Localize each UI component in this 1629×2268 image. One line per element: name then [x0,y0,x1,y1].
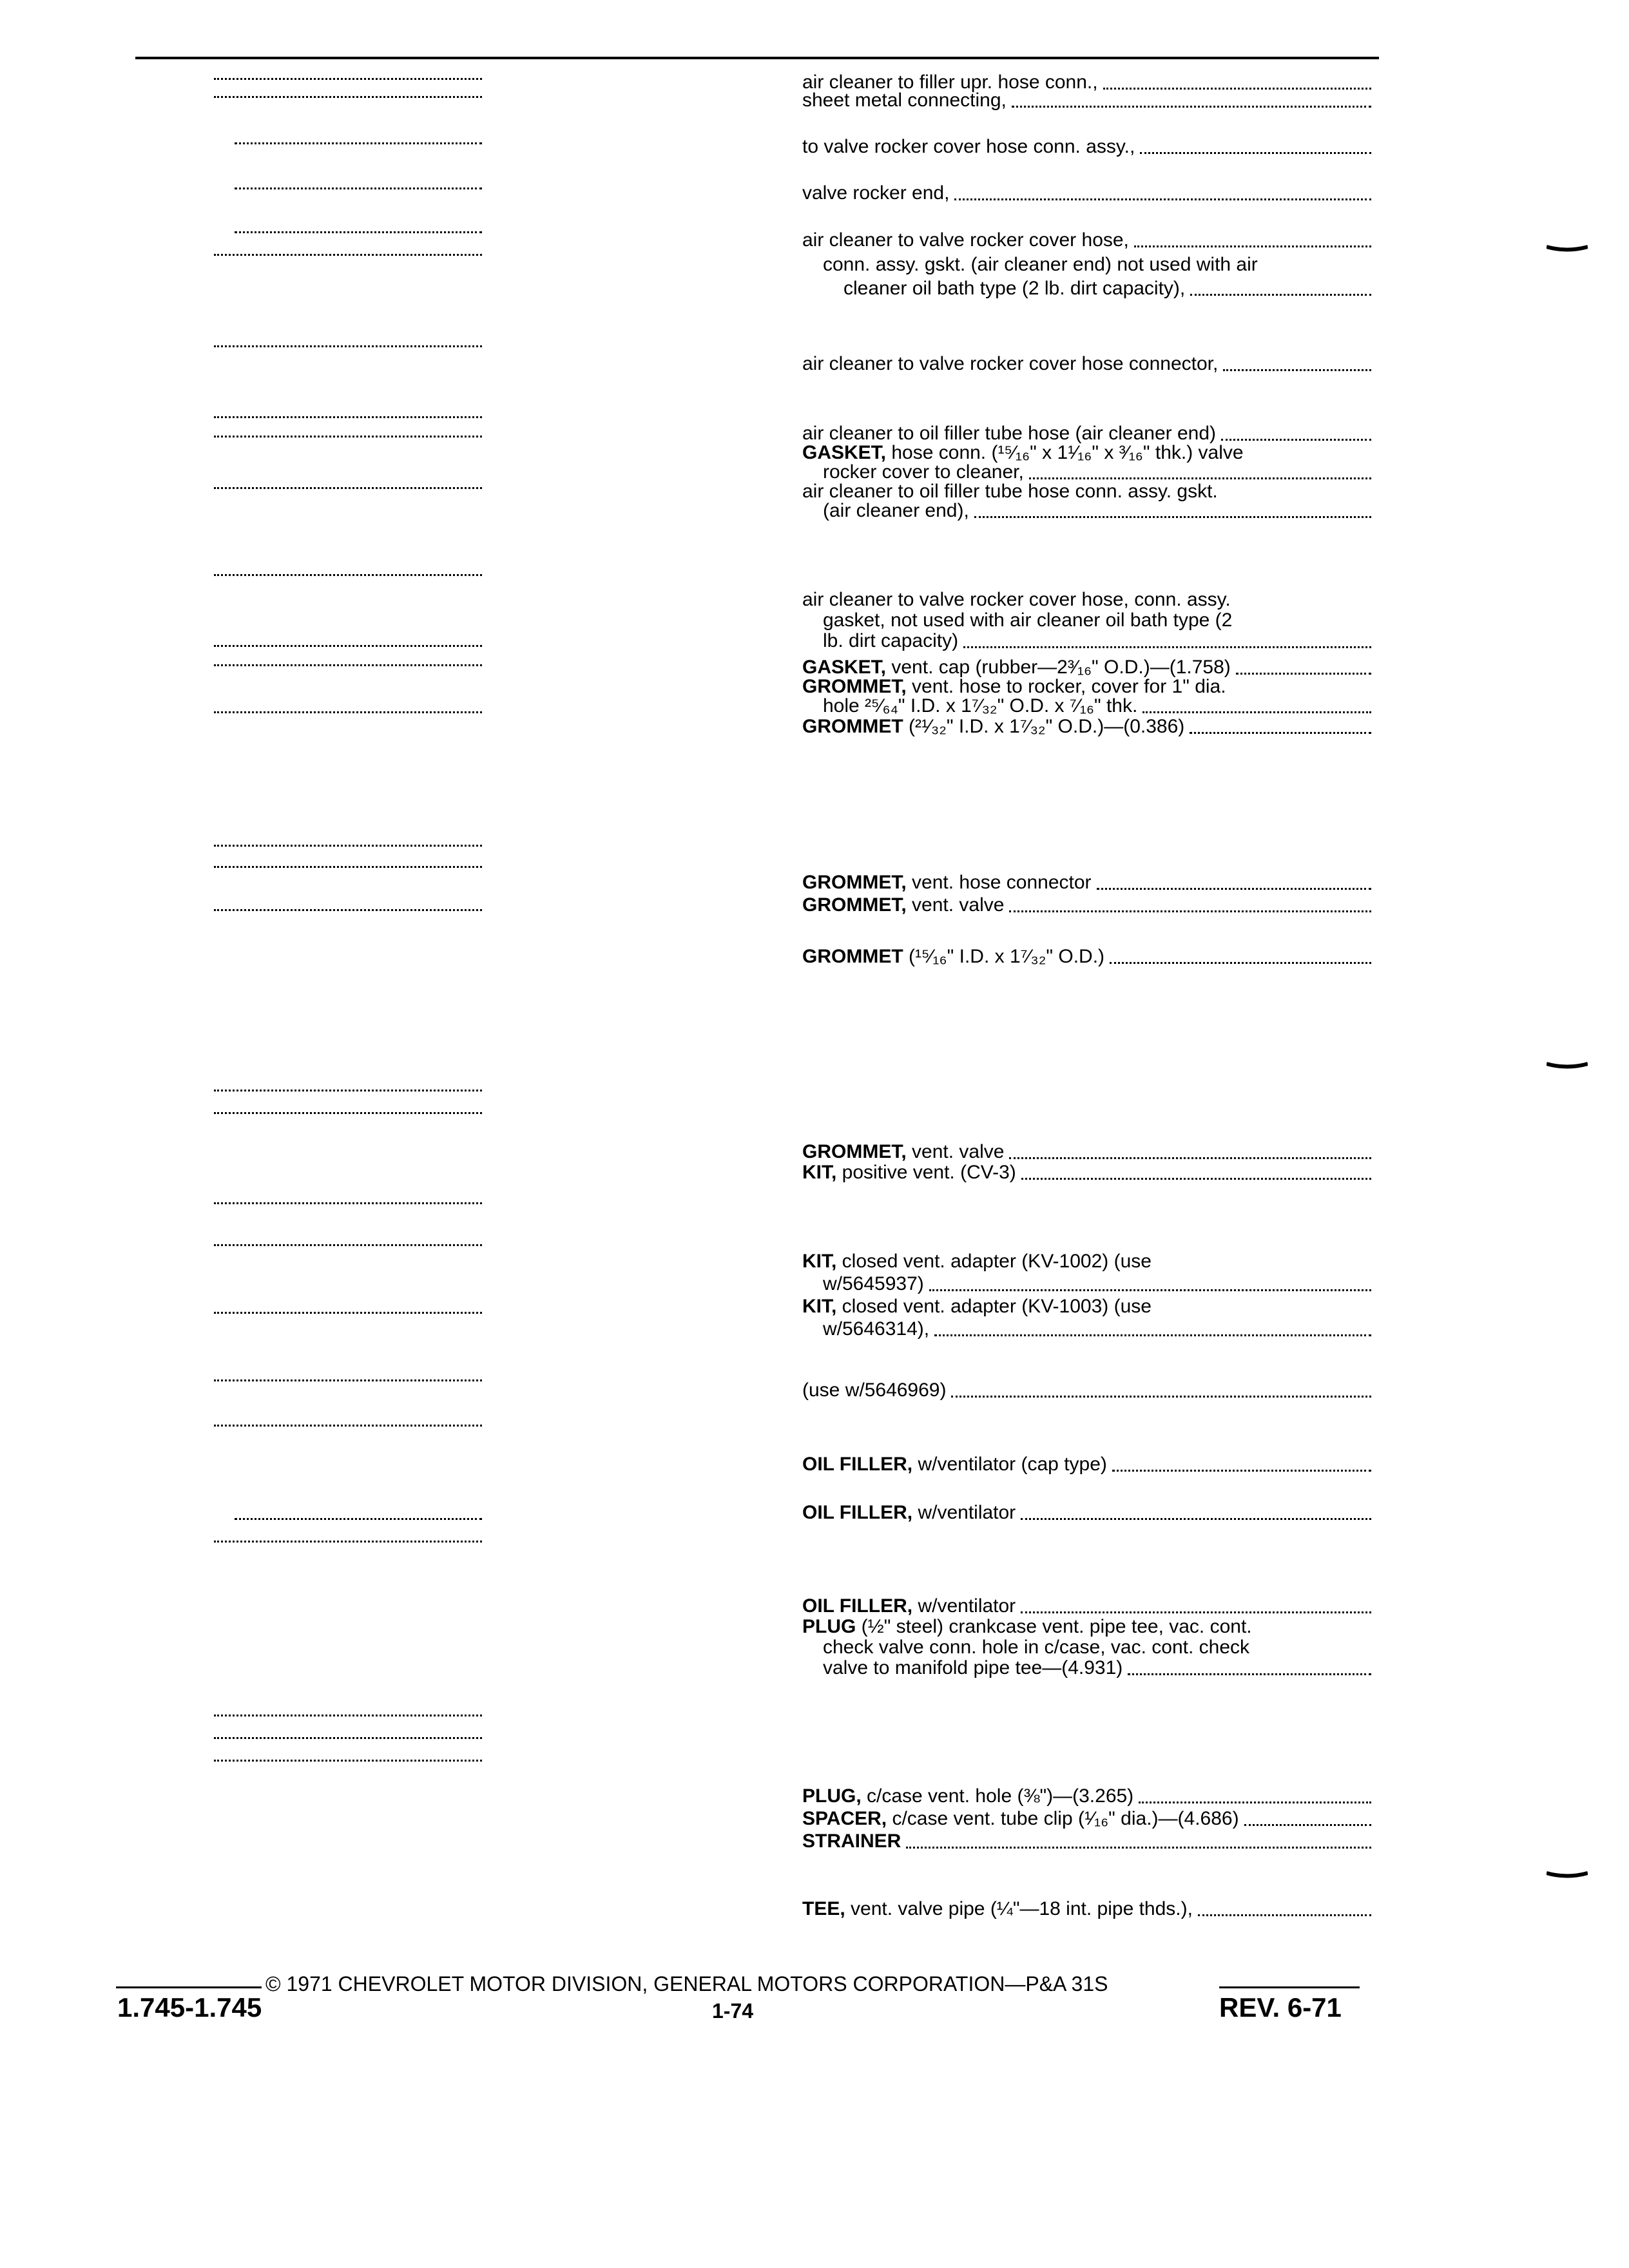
description-text: w/5645937) [823,1273,924,1294]
dot-leader [1009,910,1371,912]
dot-leader [963,646,1371,648]
part-name: GASKET, [802,657,887,678]
dot-leader [974,516,1371,518]
dot-leader [214,78,482,80]
dot-leader [214,1425,482,1427]
part-name: GROMMET [802,946,903,967]
dot-leader [1128,1673,1371,1675]
part-description [802,1295,1152,1318]
description-text: check valve conn. hole in c/case, vac. cont. check [823,1637,1250,1658]
description-text: conn. assy. gskt. (air cleaner end) not used with air [823,254,1258,275]
part-description [802,182,949,205]
description-text: vent. valve [906,894,1005,916]
part-description [802,135,1135,159]
part-name: OIL FILLER, [802,1502,913,1523]
part-description [802,1453,1107,1476]
dot-leader [1140,152,1371,154]
part-description [843,277,1185,300]
part-description [802,1785,1133,1808]
top-rule [135,57,1379,59]
part-description [802,1161,1016,1184]
description-text: sheet metal connecting, [802,90,1007,111]
dot-leader [954,198,1371,200]
dot-leader [214,1312,482,1314]
dot-leader [1097,888,1371,890]
dot-leader [1021,1518,1371,1520]
description-text: w/ventilator (cap type) [912,1454,1107,1475]
dot-leader [1198,1914,1371,1916]
description-text: air cleaner to valve rocker cover hose connector, [802,353,1219,374]
description-text: cleaner oil bath type (2 lb. dirt capacity), [843,278,1186,299]
part-description [802,588,1231,611]
part-name: PLUG, [802,1785,862,1807]
dot-leader [214,1379,482,1381]
part-description [802,229,1129,252]
description-text: w/ventilator [912,1502,1016,1523]
part-name: TEE, [802,1898,845,1919]
footer-revision: REV. 6-71 [1219,1992,1342,2023]
footer-rule-right [1219,1986,1360,1988]
dot-leader [1110,962,1371,964]
footer-copyright: © 1971 CHEVROLET MOTOR DIVISION, GENERAL MOTORS CORPORATION—P&A 31S [265,1972,1108,1995]
description-text: air cleaner to valve rocker cover hose, [802,229,1129,251]
dot-leader [235,142,482,144]
part-name: KIT, [802,1251,837,1272]
description-text: c/case vent. tube clip (¹⁄₁₆" dia.)—(4.686) [887,1808,1239,1829]
part-description [802,715,1184,738]
description-text: positive vent. (CV-3) [836,1162,1016,1183]
footer-page-number: 1-74 [712,1999,754,2023]
dot-leader [1190,732,1371,734]
description-text: (½" steel) crankcase vent. pipe tee, vac. cont. [856,1616,1252,1637]
description-text: (air cleaner end), [823,500,969,521]
part-description [823,1318,929,1341]
dot-leader [214,1541,482,1542]
part-description [802,871,1092,894]
dot-leader [214,416,482,418]
margin-mark-1 [1547,245,1588,254]
dot-leader [929,1289,1371,1291]
dot-leader [235,231,482,233]
description-text: lb. dirt capacity) [823,630,959,651]
part-name: KIT, [802,1162,837,1183]
description-text: vent. valve [906,1141,1005,1162]
description-text: w/5646314), [823,1318,930,1340]
dot-leader [1134,245,1371,247]
dot-leader [214,664,482,666]
part-name: OIL FILLER, [802,1454,913,1475]
margin-mark-3 [1547,1871,1588,1880]
dot-leader [1009,1157,1371,1159]
dot-leader [214,1202,482,1204]
part-description [802,1595,1016,1618]
description-text: rocker cover to cleaner, [823,461,1024,483]
part-description [823,695,1137,718]
dot-leader [214,845,482,847]
dot-leader [1021,1611,1371,1613]
dot-leader [1236,673,1371,675]
dot-leader [235,1518,482,1520]
part-description [823,609,1232,632]
description-text: (¹⁵⁄₁₆" I.D. x 1⁷⁄₃₂" O.D.) [903,946,1105,967]
part-name: GROMMET, [802,872,907,893]
part-name: GASKET, [802,442,887,463]
description-text: air cleaner to oil filler tube hose (air cleaner end) [802,423,1216,444]
description-text: air cleaner to oil filler tube hose conn. assy. gskt. [802,481,1218,502]
part-description [823,629,958,653]
part-name: SPACER, [802,1808,887,1829]
part-description [802,1501,1016,1524]
dot-leader [214,96,482,98]
dot-leader [1223,369,1371,371]
description-text: vent. hose to rocker, cover for 1" dia. [906,676,1226,697]
dot-leader [214,574,482,576]
part-name: GROMMET, [802,676,907,697]
dot-leader [214,909,482,911]
dot-leader [214,1090,482,1091]
dot-leader [214,1715,482,1716]
dot-leader [934,1334,1371,1336]
description-text: air cleaner to valve rocker cover hose, conn. assy. [802,589,1231,610]
margin-mark-2 [1547,1062,1588,1071]
description-text: to valve rocker cover hose conn. assy., [802,136,1135,157]
description-text: hose conn. (¹⁵⁄₁₆" x 1¹⁄₁₆" x ³⁄₁₆" thk.) valve [886,442,1244,463]
part-description [802,89,1007,112]
dot-leader [214,645,482,647]
description-text: valve to manifold pipe tee—(4.931) [823,1657,1123,1678]
dot-leader [1029,477,1371,479]
dot-leader [1012,106,1371,108]
dot-leader [1190,294,1371,296]
description-text: (use w/5646969) [802,1379,947,1401]
dot-leader [214,345,482,347]
dot-leader [1112,1470,1371,1472]
part-description [802,1830,901,1853]
dot-leader [214,254,482,256]
description-text: vent. cap (rubber—2³⁄₁₆" O.D.)—(1.758) [886,657,1231,678]
part-description [802,1140,1004,1164]
dot-leader [214,866,482,868]
description-text: closed vent. adapter (KV-1002) (use [836,1251,1152,1272]
part-description [823,1657,1123,1680]
part-description [823,499,969,523]
dot-leader [1103,88,1371,90]
part-name: PLUG [802,1616,856,1637]
description-text: c/case vent. hole (⅜")—(3.265) [861,1785,1134,1807]
dot-leader [1221,439,1371,441]
dot-leader [235,187,482,189]
part-name: GROMMET, [802,1141,907,1162]
footer-group-range: 1.745-1.745 [117,1992,262,2023]
part-name: GROMMET, [802,894,907,916]
description-text: w/ventilator [912,1595,1016,1617]
description-text: vent. hose connector [906,872,1092,893]
dot-leader [906,1847,1371,1849]
dot-leader [214,1737,482,1739]
dot-leader [1139,1802,1371,1803]
dot-leader [214,436,482,437]
dot-leader [214,1760,482,1762]
part-description [823,253,1258,276]
part-name: KIT, [802,1296,837,1317]
description-text: air cleaner to filler upr. hose conn., [802,72,1098,93]
description-text: valve rocker end, [802,182,950,204]
description-text: gasket, not used with air cleaner oil bath type (2 [823,610,1233,631]
part-description [802,894,1004,917]
footer-rule-left [116,1986,262,1988]
part-description [802,945,1104,968]
description-text: closed vent. adapter (KV-1003) (use [836,1296,1152,1317]
part-description [802,1250,1152,1273]
dot-leader [214,711,482,713]
dot-leader [951,1396,1371,1398]
dot-leader [214,487,482,489]
part-name: GROMMET [802,716,903,737]
part-description [802,1807,1239,1831]
part-description [823,1273,924,1296]
description-text: vent. valve pipe (¼"—18 int. pipe thds.), [845,1898,1193,1919]
dot-leader [214,1244,482,1246]
part-description [802,1898,1193,1921]
part-name: OIL FILLER, [802,1595,913,1617]
dot-leader [214,1112,482,1114]
part-name: STRAINER [802,1831,901,1852]
dot-leader [1142,711,1371,713]
description-text: (²¹⁄₃₂" I.D. x 1⁷⁄₃₂" O.D.)—(0.386) [903,716,1185,737]
part-description [823,1636,1249,1659]
dot-leader [1244,1824,1371,1826]
part-description [802,352,1218,376]
part-description [802,1379,946,1402]
part-description [802,1615,1252,1639]
description-text: hole ²⁵⁄₆₄" I.D. x 1⁷⁄₃₂" O.D. x ⁷⁄₁₆" thk. [823,695,1138,716]
dot-leader [1021,1178,1371,1180]
